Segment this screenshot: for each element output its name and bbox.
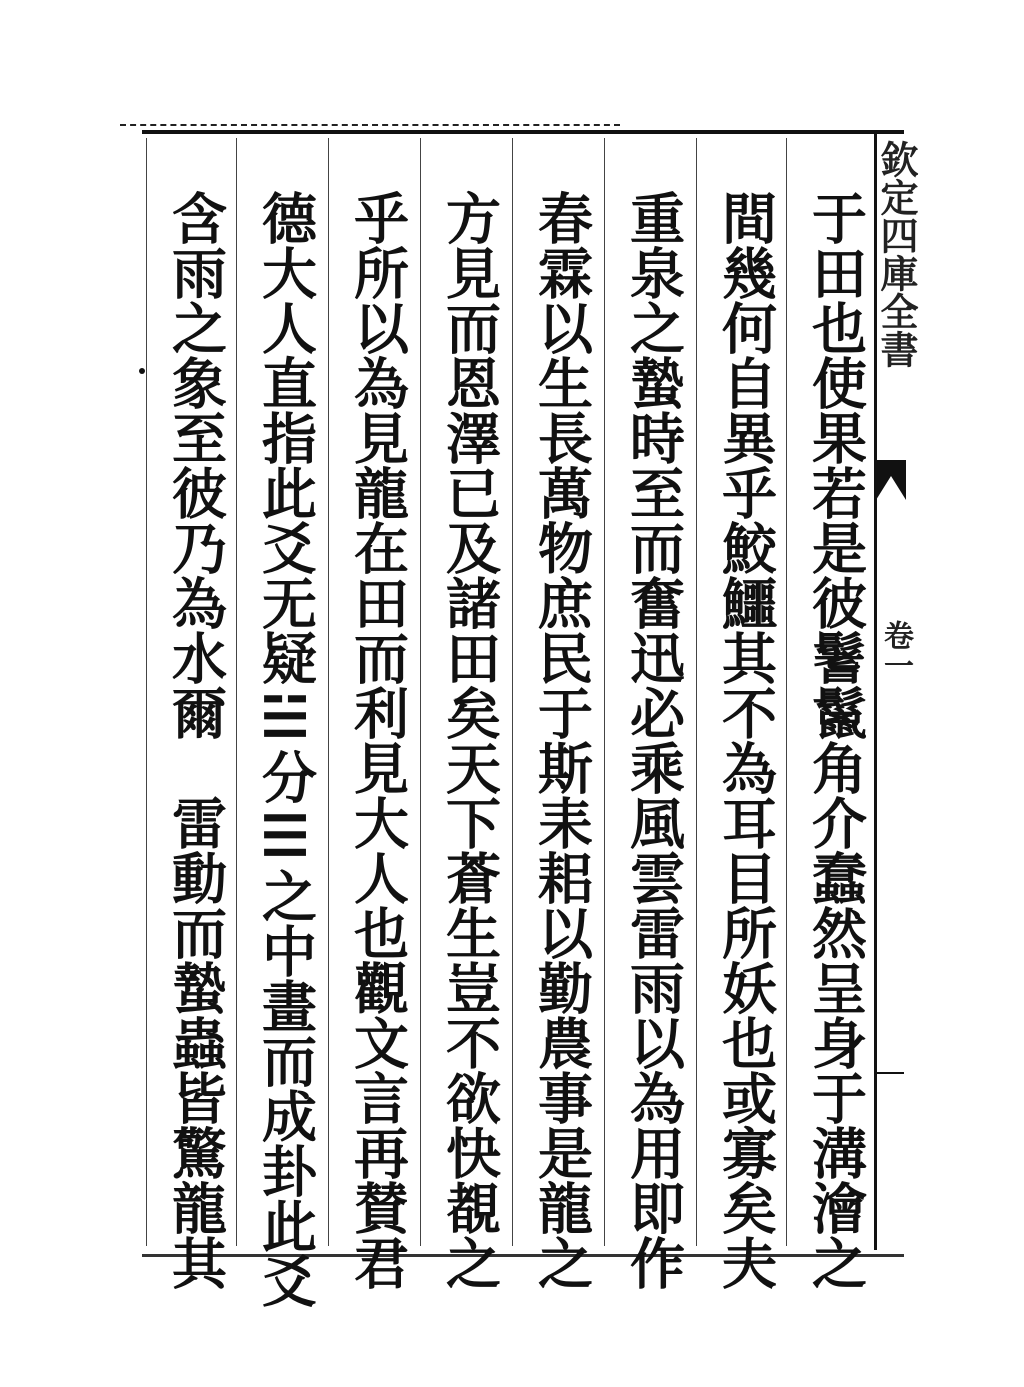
text-column-7: 德大人直指此爻无疑☱分☰之中畫而成卦此爻 — [253, 190, 318, 1308]
column-rule — [146, 138, 147, 1246]
column-rule — [512, 138, 513, 1246]
column-rule — [696, 138, 697, 1246]
text-column-5: 方見而恩澤已及諸田矣天下蒼生豈不欲快覩之 — [437, 190, 502, 1290]
text-column-8: 含雨之象至彼乃為水爾 雷動而蟄蟲皆驚龍其 — [163, 190, 228, 1290]
column-rule — [420, 138, 421, 1246]
text-column-3: 重泉之蟄時至而奮迅必乘風雲雷雨以為用即作 — [621, 190, 686, 1290]
column-rule — [786, 138, 787, 1246]
text-column-6: 乎所以為見龍在田而利見大人也觀文言再賛君 — [345, 190, 410, 1290]
margin-juan: 卷一 — [878, 620, 913, 680]
column-rule — [236, 138, 237, 1246]
column-rule — [604, 138, 605, 1246]
margin-title: 欽定四庫全書 — [874, 140, 919, 368]
text-column-1: 于田也使果若是彼鬐鬣角介蠢然呈身于溝澮之 — [803, 190, 868, 1290]
text-column-4: 春霖以生長萬物庶民于斯耒耜以勤農事是龍之 — [529, 190, 594, 1290]
text-column-2: 間幾何自異乎鮫鱷其不為耳目所妖也或寡矣夫 — [713, 190, 778, 1290]
margin-dot — [139, 368, 145, 374]
top-dashed-rule — [120, 124, 620, 129]
margin-bottom-mark — [876, 1072, 904, 1074]
column-rule — [328, 138, 329, 1246]
